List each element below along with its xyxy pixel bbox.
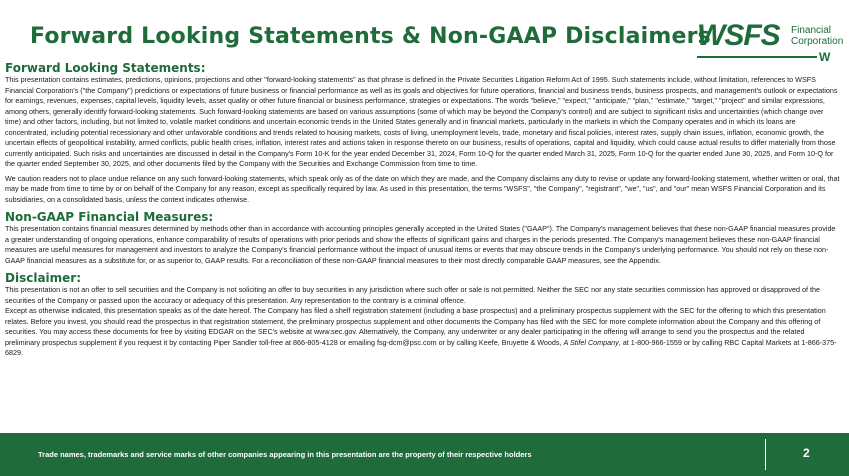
logo-underline [697,56,817,58]
page-title: Forward Looking Statements & Non-GAAP Disclaimers [30,24,711,49]
disclaimer-stifel-italic: A Stifel Company [563,337,619,347]
wsfs-logo [697,19,844,64]
footer-trademark-note: Trade names, trademarks and service marks of other companies appearing in this presentation are the property of their respective holders [38,450,532,459]
page-number: 2 [803,446,810,460]
logo-wordmark: WSFS [697,19,780,52]
logo-subtitle-line1: Financial [791,25,832,36]
disclaimer-paragraph-2 [5,306,841,359]
forward-looking-heading: Forward Looking Statements: [5,61,206,75]
disclaimer-heading: Disclaimer: [5,271,82,285]
forward-looking-paragraph-2: We caution readers not to place undue reliance on any such forward-looking statements, which speak only as of the date on which they are made, and the Company disclaims any duty to revise or update any forward-looking statement, whether written or oral, that may be made from time to time by or on behalf of the Company for any reason, except as specifically required by law. As used in this presentation, the terms "WSFS", "the Company", "registrant", "we", "us", and "our" mean WSFS Financial Corporation and its subsidiaries, on a consolidated basis, unless the context indicates otherwise. [5,173,840,204]
disclaimer-body [5,61,841,359]
footer-bar [0,433,849,476]
logo-emblem: W [819,50,831,64]
non-gaap-heading: Non-GAAP Financial Measures: [5,210,214,224]
logo-subtitle-line2: Corporation [791,36,844,47]
disclaimer-paragraph-1: This presentation is not an offer to sell securities and the Company is not soliciting an offer to buy securities in any jurisdiction where such offer or sale is not permitted. Neither the SEC nor any state securities commission has approved or disapproved of the securities of the Company or passed upon the accuracy or adequacy of this presentation. Any representation to the contrary is a criminal offence. [5,285,821,305]
forward-looking-paragraph-1: This presentation contains estimates, predictions, opinions, projections and other "forward-looking statements" as that phrase is defined in the Private Securities Litigation Reform Act of 1995. Such statements include, without limitation, references to WSFS Financial Corporation's ("the Company") predictions or expectations of future business or financial performance as well as its goals and objectives for future operations, financial and business trends, business prospects, and management's outlook or expectations for earnings, revenues, expenses, capital levels, liquidity levels, asset quality or other future financial or business performance, strategies or expectations. The words "believe," "expect," "anticipate," "plan," "estimate," "target," "project" and similar expressions, among others, generally identify forward-looking statements. Such forward-looking statements are based on various assumptions (some of which may be beyond the Company's control) and are subject to significant risks and uncertainties (which change over time) and other factors, including, but not limited to, volatile market conditions and uncertain economic trends in the United States generally and in financial markets, particularly in the markets in which the Company operates and in which its loans are concentrated, including potential recessionary and other unfavorable conditions and trends related to housing markets, costs of living, unemployment levels, trade, monetary and fiscal policies, interest rates, supply chain issues, inflation, economic growth, the uncertain effects of geopolitical instability, armed conflicts, public health crises, inflation, interest rates and actions taken in response thereto on our business, results of operations, capital and liquidity, which could cause actual results to differ materially from those currently anticipated. Such risks and uncertainties are discussed in detail in the Company's Form 10-K for the year ended December 31, 2024, Form 10-Q for the quarter ended March 31, 2025, Form 10-Q for the quarter ended June 30, 2025, and Form 10-Q for the quarter ended September 30, 2025, and other documents filed by the Company with the Securities and Exchange Commission from time to time. [5,75,838,168]
logo-subtitle [791,25,843,47]
footer-divider [765,439,766,470]
disclaimer-paragraph-2-text: Except as otherwise indicated, this presentation speaks as of the date hereof. The Company has filed a shelf registration statement (including a base prospectus) and a preliminary prospectus supplement with the SEC for the offering to which this presentation relates. Before you invest, you should read the prospectus in that registration statement, the preliminary prospectus supplement and other documents the Company has filed with the SEC for more complete information about the Company and this offering of securities. You may access these documents for free by visiting EDGAR on the SEC's website at www.sec.gov. Alternatively, the Company, any underwriter or any dealer participating in the offering will arrange to send you the prospectus and the related preliminary prospectus supplement if you request it by contacting Piper Sandler toll-free at 866-805-4128 or emailing fsg-dcm@psc.com or by calling Keefe, Bruyette & Woods, [5,306,826,347]
non-gaap-paragraph: This presentation contains financial measures determined by methods other than in accordance with accounting principles generally accepted in the United States ("GAAP"). The Company's management believes that these non-GAAP financial measures provide a greater understanding of ongoing operations, enhance comparability of results of operations with prior periods and show the effects of significant gains and charges in the periods presented. The Company's management believes these non-GAAP financial measures are useful measures for management and investors to analyze the Company's financial performance without the impact of unusual items or events that may obscure trends in the Company's underlying performance. You should not rely on these non-GAAP financial measures as a substitute for, or as superior to, GAAP results. For a reconciliation of these non-GAAP financial measures to their most directly comparable GAAP measures, see the Appendix. [5,224,836,265]
disclaimer-paragraph-2-tail: , at 1-800-966-1559 or by calling RBC Capital Markets at 1-866-375-6829. [5,337,837,357]
